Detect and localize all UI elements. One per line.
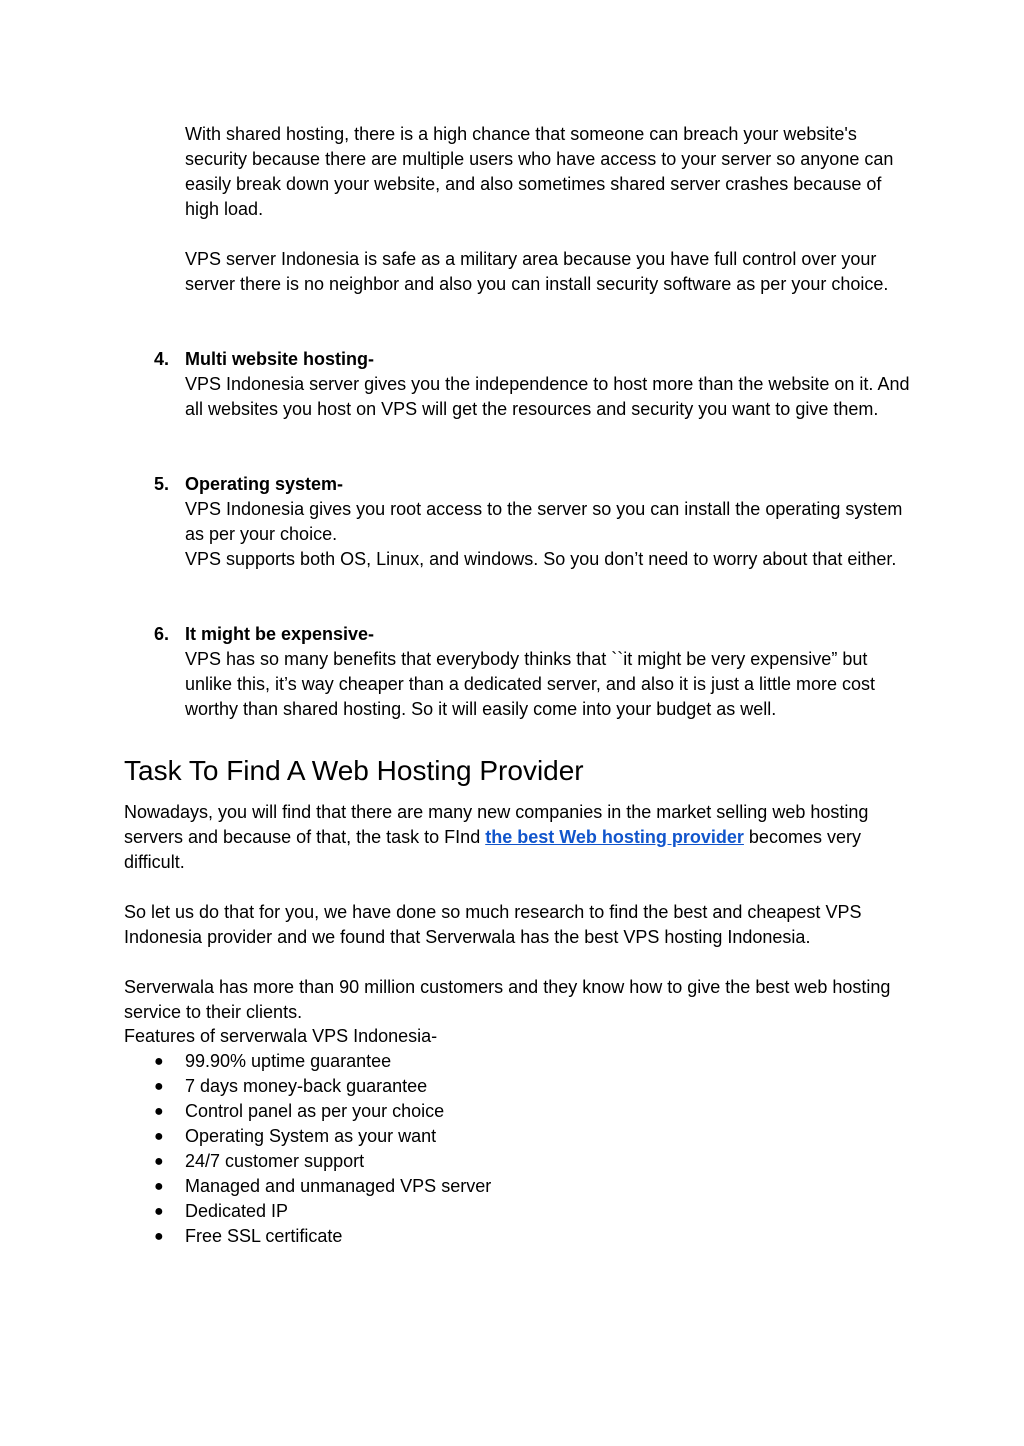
feature-text: 99.90% uptime guarantee	[185, 1051, 392, 1071]
item-paragraph: VPS supports both OS, Linux, and windows. So you don’t need to worry about that either.	[185, 549, 897, 569]
features-list	[124, 1049, 914, 1249]
bullet-icon: ●	[154, 1228, 164, 1245]
feature-text: 7 days money-back guarantee	[185, 1076, 428, 1096]
bullet-icon: ●	[154, 1153, 164, 1170]
feature-text: Operating System as your want	[185, 1126, 437, 1146]
item-number: 6.	[154, 624, 170, 644]
section-heading: Task To Find A Web Hosting Provider	[124, 755, 584, 786]
shared-hosting-paragraph: With shared hosting, there is a high chance that someone can breach your website's security because there are multiple users who have access to your server so anyone can easily break down your website, and also sometimes shared server crashes because of high load.	[185, 124, 894, 219]
bullet-icon: ●	[154, 1178, 164, 1195]
feature-list-item	[124, 1124, 914, 1149]
item-number: 4.	[154, 349, 170, 369]
paragraph-text: becomes very difficult.	[124, 827, 861, 872]
best-web-hosting-link[interactable]: the best Web hosting provider	[485, 827, 744, 847]
feature-list-item	[124, 1174, 914, 1199]
feature-text: Managed and unmanaged VPS server	[185, 1176, 492, 1196]
bullet-icon: ●	[154, 1128, 164, 1145]
feature-list-item	[124, 1224, 914, 1249]
item-paragraph: VPS Indonesia gives you root access to the server so you can install the operating system as per your choice.	[185, 499, 903, 544]
bullet-icon: ●	[154, 1203, 164, 1220]
feature-text: Control panel as per your choice	[185, 1101, 445, 1121]
research-paragraph: So let us do that for you, we have done so much research to find the best and cheapest VPS Indonesia provider and we found that Serverwala has the best VPS hosting Indonesia.	[124, 902, 862, 947]
feature-list-item	[124, 1099, 914, 1124]
feature-text: Free SSL certificate	[185, 1226, 343, 1246]
nowadays-paragraph	[124, 800, 914, 875]
vps-safe-paragraph: VPS server Indonesia is safe as a military area because you have full control over your server there is no neighbor and also you can install security software as per your choice.	[185, 249, 889, 294]
feature-list-item	[124, 1074, 914, 1099]
feature-list-item	[124, 1199, 914, 1224]
bullet-icon: ●	[154, 1053, 164, 1070]
paragraph-text: Nowadays, you will find that there are many new companies in the market selling web hosting servers and because of that, the task to FInd	[124, 802, 869, 847]
item-number: 5.	[154, 474, 170, 494]
item-title: It might be expensive-	[185, 624, 375, 644]
feature-text: 24/7 customer support	[185, 1151, 365, 1171]
feature-list-item	[124, 1049, 914, 1074]
item-title: Multi website hosting-	[185, 349, 374, 369]
feature-list-item	[124, 1149, 914, 1174]
item-title: Operating system-	[185, 474, 344, 494]
serverwala-customers-paragraph: Serverwala has more than 90 million customers and they know how to give the best web hosting service to their clients.	[124, 977, 891, 1022]
feature-text: Dedicated IP	[185, 1201, 289, 1221]
item-paragraph: VPS Indonesia server gives you the independence to host more than the website on it. And all websites you host on VPS will get the resources and security you want to give them.	[185, 374, 910, 419]
bullet-icon: ●	[154, 1078, 164, 1095]
features-label: Features of serverwala VPS Indonesia-	[124, 1026, 438, 1046]
item-paragraph: VPS has so many benefits that everybody thinks that ``it might be very expensive” but unlike this, it’s way cheaper than a dedicated server, and also it is just a little more cost worthy than shared hosting. So it will easily come into your budget as well.	[185, 649, 876, 719]
bullet-icon: ●	[154, 1103, 164, 1120]
